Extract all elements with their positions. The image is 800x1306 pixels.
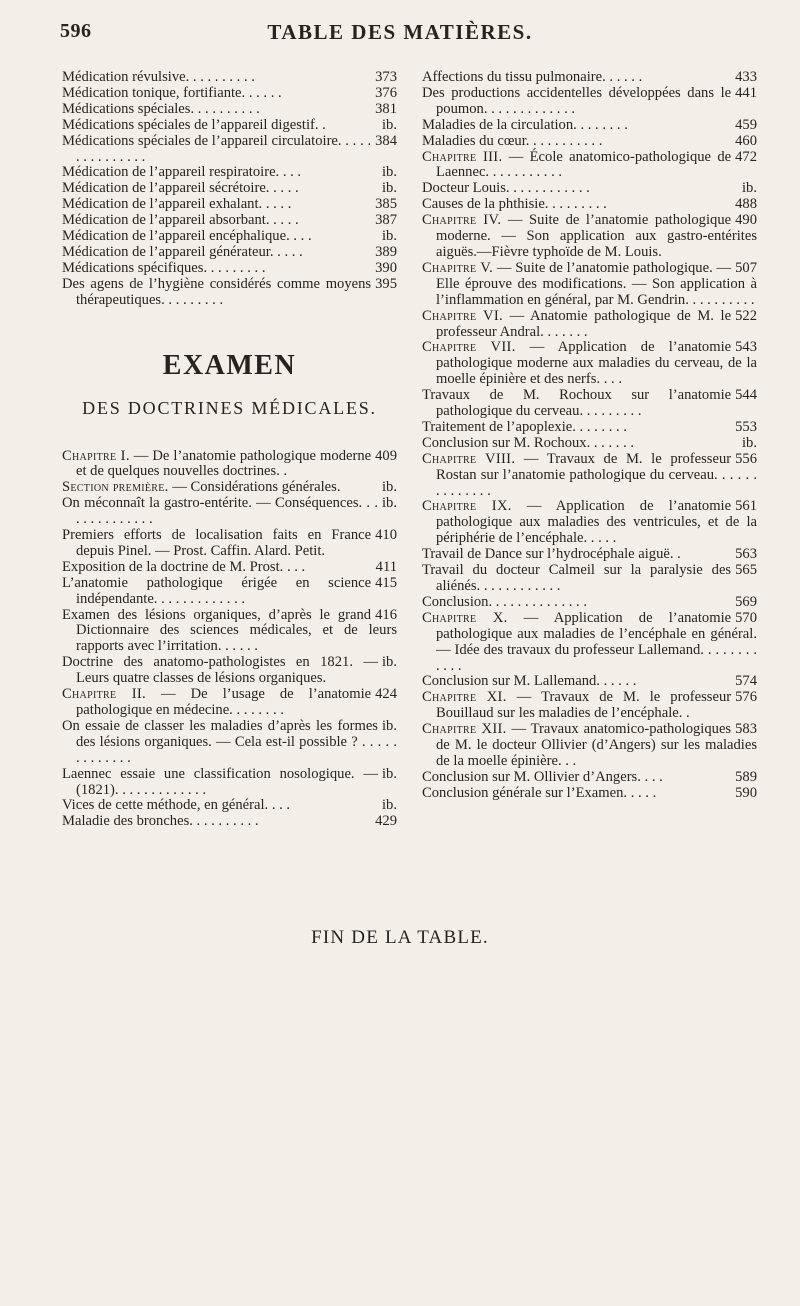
toc-entry-chapter-label: Chapitre III. xyxy=(422,148,503,165)
toc-entry-text: On méconnaît la gastro-entérite. — Conséquences. . . . . . . . . . . . . . xyxy=(62,495,378,528)
toc-entry xyxy=(62,261,397,277)
toc-entry-chapter-label: Chapitre IX. xyxy=(422,498,512,515)
toc-entry-page: 424 xyxy=(375,686,397,703)
toc-entry xyxy=(422,452,757,500)
toc-entry-text: — Travaux anatomico-pathologiques de M. le docteur Ollivier (d’Angers) sur les maladies de la moelle épinière. . . xyxy=(436,721,757,769)
toc-entry xyxy=(422,436,757,452)
toc-entry-page: 460 xyxy=(735,132,757,149)
toc-entry-page: 570 xyxy=(735,609,757,626)
toc-entry-text: — Travaux de M. le professeur Bouillaud sur les maladies de l’encéphale. . xyxy=(436,689,732,722)
toc-entry-text: — Considérations générales. xyxy=(168,479,341,496)
toc-entry xyxy=(422,309,757,341)
toc-entry-page: 409 xyxy=(375,447,397,464)
toc-entry-page: 416 xyxy=(375,606,397,623)
toc-entry-text: On essaie de classer les maladies d’après les formes des lésions organiques. — Cela est-il possible ? . . . . . . . . . . . . . xyxy=(62,717,397,766)
toc-entry-text: — École anatomico-pathologique de Laennec. . . . . . . . . . . xyxy=(436,148,732,181)
toc-entry-text: — Suite de l’anatomie pathologique moderne. — Son application aux gastro-entérites aiguës.—Fièvre typhoïde de M. Louis. xyxy=(436,212,757,260)
toc-entry-page: 459 xyxy=(735,116,757,133)
section-title: EXAMEN xyxy=(162,349,297,381)
toc-entry-page: 522 xyxy=(735,307,757,324)
toc-entry-text: Médications spéciales de l’appareil digestif. . xyxy=(62,116,326,133)
toc-entry-text: Maladie des bronches. . . . . . . . . . xyxy=(62,813,259,830)
toc-entry xyxy=(422,181,757,197)
toc-entry-page: 576 xyxy=(735,689,757,706)
toc-entry xyxy=(422,611,757,675)
toc-entry xyxy=(62,102,397,118)
toc-entry xyxy=(422,134,757,150)
toc-entry-text: Travail de Dance sur l’hydrocéphale aiguë. . xyxy=(422,546,681,563)
toc-entry xyxy=(62,70,397,86)
toc-entry xyxy=(422,786,757,802)
toc-entry-text: — Application de l’anatomie pathologique aux maladies de l’encéphale en général. — Idée des travaux du professeur Lallemand. . . . . . . . . . . . xyxy=(436,609,757,674)
toc-entry-page: 556 xyxy=(735,450,757,467)
toc-entry xyxy=(422,420,757,436)
toc-entry-page: 373 xyxy=(375,69,397,85)
toc-entry-page: ib. xyxy=(742,434,757,451)
toc-entry-page: 561 xyxy=(735,498,757,515)
toc-entry-page: 543 xyxy=(735,339,757,356)
toc-entry xyxy=(62,118,397,134)
toc-entry-text: Conclusion sur M. Lallemand. . . . . . xyxy=(422,673,637,690)
toc-entry-page: ib. xyxy=(382,228,397,245)
toc-entry-chapter-label: Chapitre XI. xyxy=(422,689,507,706)
left-column xyxy=(62,70,397,830)
toc-entry-page: 583 xyxy=(735,721,757,738)
toc-entry-text: Exposition de la doctrine de M. Prost. . . . xyxy=(62,558,306,575)
section-subtitle: DES DOCTRINES MÉDICALES. xyxy=(82,397,377,418)
toc-entry-text: Examen des lésions organiques, d’après le grand Dictionnaire des sciences médicales, et de leurs rapports avec l’irritation. . . . . . xyxy=(62,606,397,655)
toc-entry-page: ib. xyxy=(382,765,397,782)
toc-entry xyxy=(62,245,397,261)
toc-entry-text: Premiers efforts de localisation faits en France depuis Pinel. — Prost. Caffin. Alard. Petit. xyxy=(62,527,372,559)
toc-entry-page: ib. xyxy=(382,797,397,814)
toc-entry-page: 441 xyxy=(735,84,757,101)
toc-entry-text: Causes de la phthisie. . . . . . . . . xyxy=(422,196,607,213)
toc-entry-page: ib. xyxy=(382,495,397,512)
toc-entry-chapter-label: Chapitre VII. xyxy=(422,339,516,356)
toc-entry-text: — Suite de l’anatomie pathologique. — Elle éprouve des modifications. — Son application à l’inflammation en général, par M. Gendrin. . . . . . . . . . xyxy=(436,259,757,308)
toc-entry-page: ib. xyxy=(382,479,397,496)
toc-entry-text: — De l’usage de l’anatomie pathologique en médecine. . . . . . . . xyxy=(76,686,372,718)
toc-entry-chapter-label: Chapitre V. xyxy=(422,259,494,276)
toc-entry-page: 429 xyxy=(375,813,397,830)
toc-entry xyxy=(422,595,757,611)
toc-entry-text: Médication de l’appareil absorbant. . . . . xyxy=(62,212,299,229)
toc-entry-text: — De l’anatomie pathologique moderne et de quelques nouvelles doctrines. . xyxy=(76,447,372,480)
toc-entry xyxy=(62,576,397,608)
toc-entry-page: ib. xyxy=(382,654,397,671)
toc-entry-page: ib. xyxy=(382,717,397,734)
toc-list-right xyxy=(422,70,757,802)
toc-entry-text: Médications spéciales de l’appareil circulatoire. . . . . . . . . . . . . . . xyxy=(62,132,372,165)
toc-entry-text: Doctrine des anatomo-pathologistes en 1821. — Leurs quatre classes de lésions organiques. xyxy=(62,654,378,687)
toc-entry-page: 553 xyxy=(735,418,757,435)
toc-entry-page: 569 xyxy=(735,593,757,610)
toc-entry xyxy=(62,719,397,767)
toc-entry-page: 390 xyxy=(375,259,397,276)
page-header xyxy=(0,20,800,60)
toc-entry-page: 381 xyxy=(375,100,397,117)
toc-entry-text: Médication de l’appareil exhalant. . . . . xyxy=(62,196,292,213)
toc-entry-page: 433 xyxy=(735,69,757,85)
toc-entry xyxy=(422,197,757,213)
toc-entry xyxy=(422,118,757,134)
toc-entry-page: ib. xyxy=(382,164,397,181)
toc-entry xyxy=(62,767,397,799)
toc-list-top xyxy=(62,70,397,309)
toc-entry-text: Conclusion. . . . . . . . . . . . . . xyxy=(422,593,587,610)
toc-entry xyxy=(422,547,757,563)
toc-entry xyxy=(62,277,397,309)
toc-entry-text: Travaux de M. Rochoux sur l’anatomie pathologique du cerveau. . . . . . . . . xyxy=(422,387,732,420)
toc-entry-text: — Application de l’anatomie pathologique moderne aux maladies du cerveau, de la moelle épinière et des nerfs. . . . xyxy=(436,339,757,388)
toc-entry-page: 376 xyxy=(375,84,397,101)
toc-entry-chapter-label: Chapitre XII. xyxy=(422,721,507,738)
end-of-table: FIN DE LA TABLE. xyxy=(311,927,489,948)
toc-entry xyxy=(422,690,757,722)
toc-entry xyxy=(422,722,757,770)
toc-entry-text: Travail du docteur Calmeil sur la paralysie des aliénés. . . . . . . . . . . . xyxy=(422,562,732,594)
toc-entry xyxy=(62,181,397,197)
toc-entry-page: 415 xyxy=(375,574,397,591)
toc-entry xyxy=(62,560,397,576)
toc-entry xyxy=(422,261,757,309)
toc-entry-text: Maladies du cœur. . . . . . . . . . . xyxy=(422,132,603,149)
toc-entry-text: Médication de l’appareil encéphalique. . . . xyxy=(62,228,312,245)
toc-entry-page: 589 xyxy=(735,768,757,785)
toc-entry-page: 410 xyxy=(375,527,397,544)
toc-entry-page: ib. xyxy=(742,180,757,197)
toc-entry-page: 385 xyxy=(375,196,397,213)
toc-entry-page: ib. xyxy=(382,116,397,133)
toc-entry-page: 490 xyxy=(735,212,757,229)
toc-entry-page: 384 xyxy=(375,132,397,149)
toc-entry xyxy=(422,674,757,690)
toc-entry xyxy=(62,798,397,814)
toc-entry xyxy=(422,213,757,261)
toc-entry-page: 411 xyxy=(375,558,397,575)
toc-entry xyxy=(62,449,397,481)
toc-entry-page: 590 xyxy=(735,784,757,801)
toc-entry-text: Vices de cette méthode, en général. . . . xyxy=(62,797,291,814)
toc-entry xyxy=(422,563,757,595)
toc-entry xyxy=(62,608,397,656)
toc-entry-text: Des agens de l’hygiène considérés comme moyens thérapeutiques. . . . . . . . . xyxy=(62,275,372,308)
page-number: 596 xyxy=(60,20,92,42)
toc-entry xyxy=(62,496,397,528)
toc-entry-chapter-label: Chapitre VI. xyxy=(422,307,503,324)
toc-entry-text: Des productions accidentelles développées dans le poumon. . . . . . . . . . . . . xyxy=(422,84,732,117)
toc-entry-chapter-label: Chapitre IV. xyxy=(422,212,502,229)
toc-entry xyxy=(62,165,397,181)
toc-entry-text: Médication révulsive. . . . . . . . . . xyxy=(62,69,255,85)
running-title: TABLE DES MATIÈRES. xyxy=(267,20,533,44)
toc-entry-page: 563 xyxy=(735,546,757,563)
toc-entry xyxy=(62,213,397,229)
toc-entry-page: 472 xyxy=(735,148,757,165)
toc-entry xyxy=(422,388,757,420)
toc-entry-page: 387 xyxy=(375,212,397,229)
toc-entry-page: ib. xyxy=(382,180,397,197)
toc-entry-text: Conclusion sur M. Ollivier d’Angers. . . . xyxy=(422,768,663,785)
toc-entry-text: Affections du tissu pulmonaire. . . . . . xyxy=(422,69,643,85)
toc-entry-text: Conclusion générale sur l’Examen. . . . . xyxy=(422,784,657,801)
toc-entry xyxy=(422,86,757,118)
toc-entry xyxy=(62,687,397,719)
toc-entry-page: 488 xyxy=(735,196,757,213)
toc-entry-page: 565 xyxy=(735,562,757,579)
toc-entry xyxy=(422,150,757,182)
toc-entry xyxy=(62,814,397,830)
toc-entry xyxy=(62,528,397,560)
toc-entry-text: Médications spéciales. . . . . . . . . . xyxy=(62,100,260,117)
toc-entry xyxy=(422,499,757,547)
toc-entry-chapter-label: Chapitre I. xyxy=(62,447,130,464)
right-column xyxy=(422,70,757,802)
toc-entry xyxy=(62,134,397,166)
toc-list-bottom xyxy=(62,449,397,831)
toc-entry xyxy=(422,770,757,786)
toc-entry-text: L’anatomie pathologique érigée en science indépendante. . . . . . . . . . . . . xyxy=(62,574,372,607)
toc-entry-text: Médication de l’appareil respiratoire. . . . xyxy=(62,164,302,181)
toc-entry-text: Laennec essaie une classification nosologique. — (1821). . . . . . . . . . . . . xyxy=(62,765,378,798)
toc-entry-text: — Application de l’anatomie pathologique aux maladies des ventricules, et de la périphérie de l’encéphale. . . . . xyxy=(436,498,757,547)
toc-entry-text: Médications spécifiques. . . . . . . . . xyxy=(62,259,266,276)
toc-entry-text: Docteur Louis. . . . . . . . . . . . xyxy=(422,180,590,197)
toc-entry-page: 389 xyxy=(375,243,397,260)
toc-entry-text: Médication de l’appareil générateur. . . . . xyxy=(62,243,303,260)
toc-entry xyxy=(62,197,397,213)
toc-entry-text: Traitement de l’apoplexie. . . . . . . . xyxy=(422,418,627,435)
toc-entry-page: 395 xyxy=(375,275,397,292)
toc-entry-chapter-label: Chapitre VIII. xyxy=(422,450,516,467)
toc-entry-page: 507 xyxy=(735,259,757,276)
toc-entry-page: 544 xyxy=(735,387,757,404)
toc-entry xyxy=(62,655,397,687)
toc-entry-text: Médication tonique, fortifiante. . . . . . xyxy=(62,84,282,101)
toc-entry-chapter-label: Chapitre II. xyxy=(62,686,146,703)
toc-entry-chapter-label: Chapitre X. xyxy=(422,609,508,626)
toc-entry-text: — Travaux de M. le professeur Rostan sur l’anatomie pathologique du cerveau. . . . . . . . . . . . . . xyxy=(436,450,757,499)
toc-entry-text: Maladies de la circulation. . . . . . . . xyxy=(422,116,628,133)
toc-entry xyxy=(62,480,397,496)
toc-entry xyxy=(62,86,397,102)
toc-entry xyxy=(62,229,397,245)
toc-entry-chapter-label: Section première. xyxy=(62,479,169,496)
toc-entry-page: 574 xyxy=(735,673,757,690)
toc-entry xyxy=(422,340,757,388)
toc-entry-text: Médication de l’appareil sécrétoire. . . . . xyxy=(62,180,299,197)
toc-entry xyxy=(422,70,757,86)
toc-entry-text: Conclusion sur M. Rochoux. . . . . . . xyxy=(422,434,635,451)
toc-entry-text: — Anatomie pathologique de M. le professeur Andral. . . . . . . xyxy=(436,307,732,340)
